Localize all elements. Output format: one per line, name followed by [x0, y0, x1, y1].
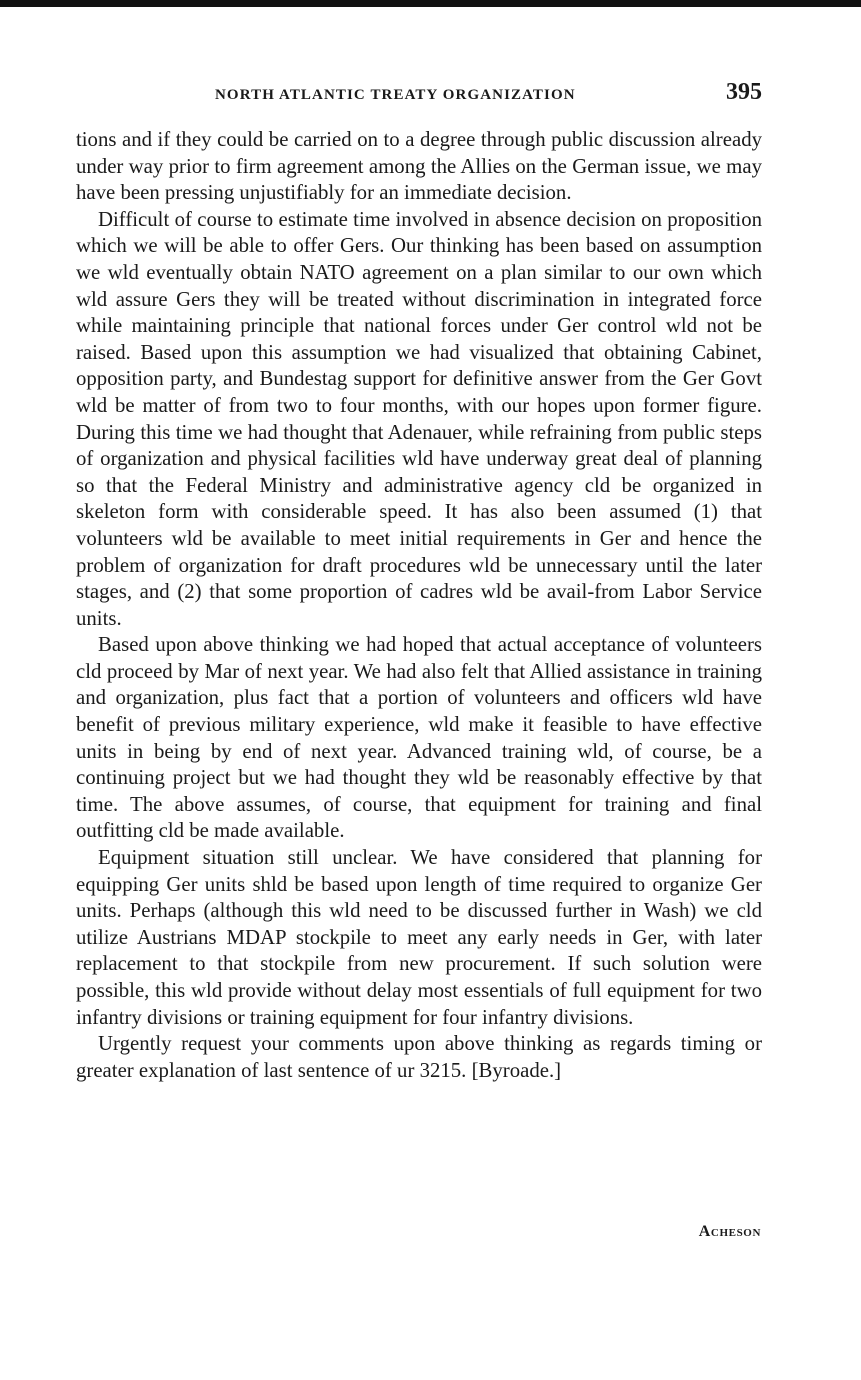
- paragraph-equipment: Equipment situation still unclear. We have considered that planning for equipping Ger units shld be based upon length of time required to organize Ger units. Perhaps (although this wld need to be discussed further in Wash) we cld utilize Austrians MDAP stockpile to meet any early needs in Ger, with later replacement to that stockpile from new procurement. If such solution were possible, this wld provide without delay most essentials of full equipment for two infantry divisions or training equipment for four infantry divisions.: [76, 846, 762, 1029]
- top-border-rule: [0, 0, 861, 7]
- running-head: NORTH ATLANTIC TREATY ORGANIZATION: [215, 87, 576, 103]
- page-number: 395: [726, 79, 762, 105]
- paragraph-continued: tions and if they could be carried on to a degree through public discussion already under way prior to firm agreement among the Allies on the German issue, we may have been pressing unjustifiably for an immediate decision.: [76, 128, 762, 205]
- paragraph-request: Urgently request your comments upon above thinking as regards timing or greater explanation of last sentence of ur 3215. [Byroade.]: [76, 1032, 762, 1082]
- paragraph-timing: Difficult of course to estimate time involved in absence decision on proposition which we will be able to offer Gers. Our thinking has been based on assumption we wld eventually obtain NATO agreement on a plan similar to our own which wld assure Gers they will be treated without discrimination in integrated force while maintaining principle that national forces under Ger control wld not be raised. Based upon this assumption we had visualized that obtaining Cabinet, opposition party, and Bundestag support for definitive answer from the Ger Govt wld be matter of from two to four months, with our hopes upon former figure. During this time we had thought that Adenauer, while refraining from public steps of organization and physical facilities wld have underway great deal of planning so that the Federal Ministry and administrative agency cld be organized in skeleton form with considerable speed. It has also been assumed (1) that volunteers wld be available to meet initial requirements in Ger and hence the problem of organization for draft procedures wld be unnecessary until the later stages, and (2) that some proportion of cadres wld be avail-from Labor Service units.: [76, 207, 762, 630]
- page-header: [76, 80, 762, 110]
- document-body: [76, 127, 762, 1084]
- paragraph-volunteers: Based upon above thinking we had hoped that actual acceptance of volunteers cld proceed by Mar of next year. We had also felt that Allied assistance in training and organization, plus fact that a portion of volunteers and officers wld have benefit of previous military experience, wld make it feasible to have effective units in being by end of next year. Advanced training wld, of course, be a continuing project but we had thought they wld be reasonably effective by that time. The above assumes, of course, that equipment for training and final outfitting cld be made available.: [76, 633, 762, 843]
- signature: Acheson: [698, 1223, 761, 1240]
